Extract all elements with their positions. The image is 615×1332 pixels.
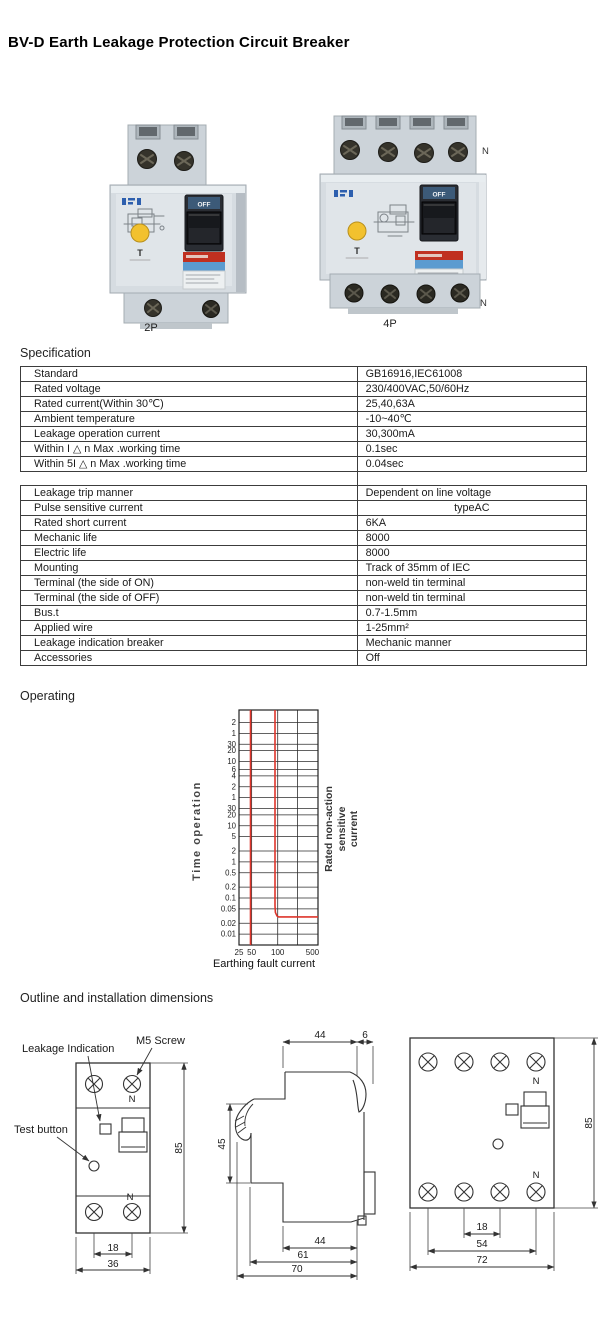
svg-text:0.2: 0.2 xyxy=(225,882,236,892)
svg-text:0.1: 0.1 xyxy=(225,893,236,903)
chart-right-axis-label-line1: Rated non-action sensitive xyxy=(323,786,348,872)
spec-spacer-left xyxy=(21,472,358,486)
chart-right-axis-label-line2: current xyxy=(348,810,360,848)
test-button-symbol xyxy=(89,1161,99,1171)
caption-2p: 2P xyxy=(144,322,158,334)
spec-value: 1-25mm² xyxy=(357,621,586,636)
svg-text:10: 10 xyxy=(227,821,236,831)
product-photo-4p xyxy=(308,104,498,326)
spec-label: Accessories xyxy=(21,651,358,666)
label-leakage-indication: Leakage Indication xyxy=(22,1043,115,1055)
spec-value: 6KA xyxy=(357,516,586,531)
spec-label: Leakage indication breaker xyxy=(21,636,358,651)
dim-side-rail-depth: 6 xyxy=(362,1030,368,1041)
dim-4p-height: 85 xyxy=(584,1117,595,1129)
spec-row xyxy=(21,501,587,516)
spec-row xyxy=(21,591,587,606)
chart-y-axis-label: Time operation xyxy=(191,781,203,881)
svg-text:4: 4 xyxy=(231,771,236,781)
test-button-symbol xyxy=(493,1139,503,1149)
svg-text:0.02: 0.02 xyxy=(220,918,236,928)
test-button xyxy=(348,222,366,240)
neutral-mark-2p-bottom: N xyxy=(126,1192,134,1203)
spec-label: Rated voltage xyxy=(21,382,358,397)
spec-row xyxy=(21,472,587,486)
svg-text:30: 30 xyxy=(227,739,236,749)
dim-side-bottom-width: 44 xyxy=(314,1236,326,1247)
spec-label: Terminal (the side of OFF) xyxy=(21,591,358,606)
spec-value: 8000 xyxy=(357,546,586,561)
neutral-mark-4p-top: N xyxy=(532,1076,540,1087)
spec-label: Bus.t xyxy=(21,606,358,621)
spec-spacer-right xyxy=(357,472,586,486)
svg-text:20: 20 xyxy=(227,810,236,820)
dim-side-top-width: 44 xyxy=(314,1030,326,1041)
spec-value: Dependent on line voltage xyxy=(357,486,586,501)
outline-heading: Outline and installation dimensions xyxy=(20,991,214,1005)
drawing-front-2p xyxy=(57,1048,188,1274)
spec-value: Off xyxy=(357,651,586,666)
spec-value: -10~40℃ xyxy=(357,412,586,427)
svg-text:1: 1 xyxy=(231,793,236,803)
test-button-label: T xyxy=(137,248,143,258)
spec-label: Standard xyxy=(21,367,358,382)
spec-row xyxy=(21,486,587,501)
product-photo-2p xyxy=(98,112,262,330)
drawing-front-4p xyxy=(410,1038,598,1271)
spec-label: Leakage operation current xyxy=(21,427,358,442)
spec-row xyxy=(21,606,587,621)
neutral-mark-4p-bottom: N xyxy=(532,1170,540,1181)
svg-text:2: 2 xyxy=(231,782,236,792)
chart-x-axis-label: Earthing fault current xyxy=(212,958,316,970)
spec-label: Terminal (the side of ON) xyxy=(21,576,358,591)
spec-row xyxy=(21,516,587,531)
specification-heading: Specification xyxy=(20,346,91,360)
spec-value: non-weld tin terminal xyxy=(357,576,586,591)
dim-side-total: 70 xyxy=(291,1264,303,1275)
spec-row xyxy=(21,367,587,382)
spec-label: Mounting xyxy=(21,561,358,576)
svg-text:1: 1 xyxy=(231,857,236,867)
dim-4p-screw-pitch: 18 xyxy=(476,1222,488,1233)
test-button xyxy=(131,224,149,242)
neutral-mark-top: N xyxy=(482,146,489,157)
svg-text:0.05: 0.05 xyxy=(220,904,236,914)
svg-text:2: 2 xyxy=(231,846,236,856)
operating-heading: Operating xyxy=(20,689,75,703)
neutral-mark-bottom: N xyxy=(480,298,487,309)
label-test-button: Test button xyxy=(14,1124,68,1136)
svg-text:0.01: 0.01 xyxy=(220,929,236,939)
spec-value: 30,300mA xyxy=(357,427,586,442)
spec-value: 0.1sec xyxy=(357,442,586,457)
spec-label: Rated short current xyxy=(21,516,358,531)
spec-row xyxy=(21,442,587,457)
spec-label: Within 5I △ n Max .working time xyxy=(21,457,358,472)
toggle-switch xyxy=(420,185,458,241)
svg-text:5: 5 xyxy=(231,832,236,842)
spec-label: Leakage trip manner xyxy=(21,486,358,501)
chart-series-operating-curve xyxy=(275,710,318,917)
spec-row xyxy=(21,576,587,591)
spec-row xyxy=(21,382,587,397)
svg-text:50: 50 xyxy=(247,948,257,957)
spec-row xyxy=(21,546,587,561)
blue-label-strip xyxy=(415,260,463,269)
spec-row xyxy=(21,651,587,666)
svg-text:1: 1 xyxy=(231,729,236,739)
spec-value: typeAC xyxy=(357,501,586,516)
spec-row xyxy=(21,561,587,576)
svg-text:0.5: 0.5 xyxy=(225,868,236,878)
toggle-symbol xyxy=(119,1118,147,1152)
spec-value: 25,40,63A xyxy=(357,397,586,412)
spec-row xyxy=(21,636,587,651)
spec-value: Mechanic manner xyxy=(357,636,586,651)
spec-row xyxy=(21,427,587,442)
svg-text:10: 10 xyxy=(227,757,236,767)
dim-4p-span: 54 xyxy=(476,1239,488,1250)
screw-symbols-4p xyxy=(419,1053,545,1201)
svg-text:30: 30 xyxy=(227,804,236,814)
spec-label: Pulse sensitive current xyxy=(21,501,358,516)
svg-text:6: 6 xyxy=(231,765,236,775)
spec-table xyxy=(20,366,587,666)
chart-right-axis-label xyxy=(323,769,360,889)
outline-drawings xyxy=(0,1020,615,1320)
spec-value: 230/400VAC,50/60Hz xyxy=(357,382,586,397)
dim-side-mid: 61 xyxy=(297,1250,309,1261)
spec-row xyxy=(21,412,587,427)
label-m5-screw: M5 Screw xyxy=(136,1035,185,1047)
toggle-off-label: OFF xyxy=(197,201,211,209)
dim-2p-screw-pitch: 18 xyxy=(107,1243,119,1254)
spec-value: 8000 xyxy=(357,531,586,546)
leakage-indicator-symbol xyxy=(100,1124,111,1134)
spec-value: GB16916,IEC61008 xyxy=(357,367,586,382)
dim-2p-width: 36 xyxy=(107,1259,119,1270)
toggle-symbol xyxy=(521,1092,549,1128)
svg-text:100: 100 xyxy=(271,948,285,957)
spec-value: non-weld tin terminal xyxy=(357,591,586,606)
spec-value: 0.7-1.5mm xyxy=(357,606,586,621)
neutral-mark-2p-top: N xyxy=(128,1094,136,1105)
chart-x-tick-labels xyxy=(235,948,320,957)
rating-label xyxy=(183,271,225,289)
spec-label: Applied wire xyxy=(21,621,358,636)
spec-label: Rated current(Within 30℃) xyxy=(21,397,358,412)
drawing-side-view xyxy=(226,1042,375,1280)
spec-value: Track of 35mm of IEC xyxy=(357,561,586,576)
spec-row xyxy=(21,621,587,636)
toggle-switch xyxy=(185,195,223,251)
spec-value: 0.04sec xyxy=(357,457,586,472)
dim-2p-height: 85 xyxy=(174,1142,185,1154)
spec-label: Within I △ n Max .working time xyxy=(21,442,358,457)
leakage-indicator-symbol xyxy=(506,1104,518,1115)
dim-side-lever: 45 xyxy=(217,1138,228,1150)
blue-label-strip xyxy=(183,262,225,271)
spec-label: Mechanic life xyxy=(21,531,358,546)
spec-label: Electric life xyxy=(21,546,358,561)
spec-label: Ambient temperature xyxy=(21,412,358,427)
page-title: BV-D Earth Leakage Protection Circuit Breaker xyxy=(8,34,350,51)
spec-row xyxy=(21,457,587,472)
test-button-label: T xyxy=(354,246,360,256)
dim-4p-width: 72 xyxy=(476,1255,488,1266)
svg-text:500: 500 xyxy=(305,948,320,957)
svg-text:20: 20 xyxy=(227,746,236,756)
svg-text:2: 2 xyxy=(231,718,236,728)
caption-4p: 4P xyxy=(383,318,397,330)
svg-text:25: 25 xyxy=(234,948,244,957)
spec-row xyxy=(21,531,587,546)
chart-y-tick-labels xyxy=(221,718,237,939)
spec-row xyxy=(21,397,587,412)
toggle-off-label: OFF xyxy=(432,191,446,199)
